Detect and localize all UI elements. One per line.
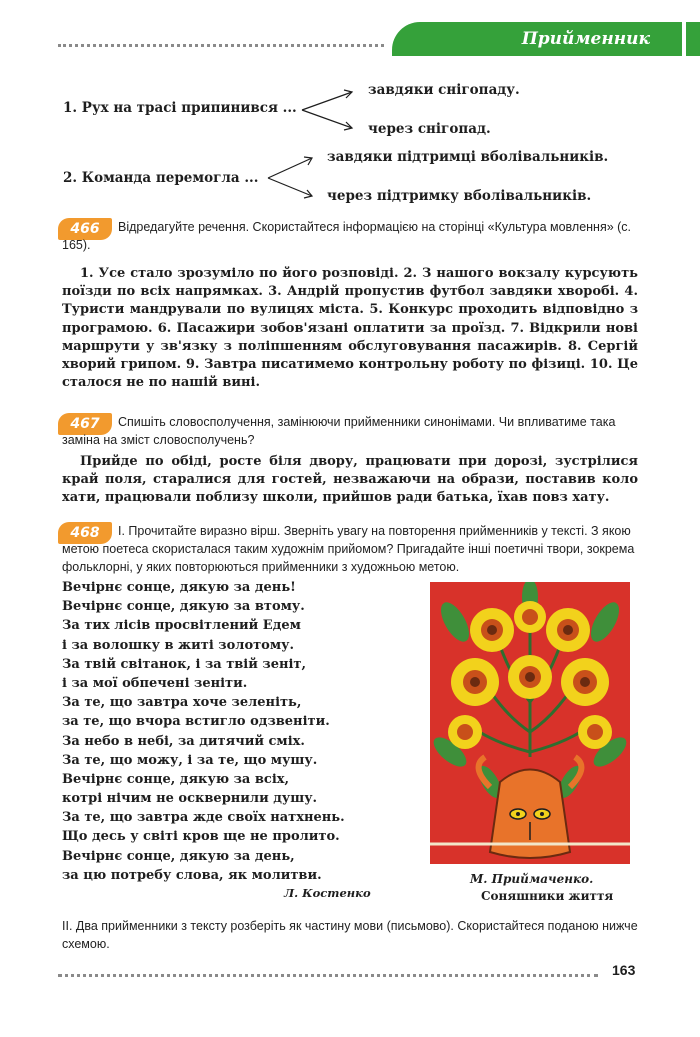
- exercise-468-task-2: ІІ. Два прийменники з тексту розберіть як частину мови (письмово). Скористайтеся поданою нижче схемою.: [62, 919, 638, 951]
- scheme-option-1a: завдяки снігопаду.: [368, 82, 520, 98]
- poem-line: Вечірнє сонце, дякую за всіх,: [62, 771, 290, 787]
- poem-line: За те, що завтра хоче зеленіть,: [62, 695, 302, 711]
- poem-line: котрі нічим не осквернили душу.: [62, 791, 318, 807]
- exercise-467-badge: 467: [58, 413, 112, 435]
- section-tab: Прийменник: [392, 22, 682, 56]
- exercise-466-task: Відредагуйте речення. Скористайтеся інформацією на сторінці «Культура мовлення» (с. 165).: [62, 220, 632, 252]
- poem-line: За те, що завтра жде своїх натхнень.: [62, 810, 345, 826]
- poem-line: Вечірнє сонце, дякую за день!: [62, 580, 296, 595]
- poem-line: за те, що вчора встигло одзвеніти.: [62, 714, 330, 730]
- painting-title: Соняшники життя: [481, 889, 614, 903]
- poem-author: Л. Костенко: [284, 886, 371, 900]
- poem-line: За те, що можу, і за те, що мушу.: [62, 752, 318, 768]
- poem-line: За твій світанок, і за твій зеніт,: [62, 656, 307, 672]
- poem-line: за цю потребу слова, як молитви.: [62, 867, 322, 883]
- scheme-sentence-2: 2. Команда перемогла ...: [63, 170, 259, 186]
- footer-dotted-rule: [58, 974, 598, 977]
- poem-line: Що десь у світі кров ще не пролито.: [62, 829, 340, 845]
- poem-line: і за волошку в житі золотому.: [62, 637, 294, 653]
- exercise-468-badge: 468: [58, 522, 112, 544]
- exercise-466-text: 1. Усе стало зрозуміло по його розповіді. 2. З нашого вокзалу курсують поїзди по всіх напрямках. 3. Андрій пропустив футбол завдяки хворобі. 4. Туристи мандрували по вулицях міста. 5. Конкурс проходить відповідно з програмою. 6. Пасажири зобов'язані оплатити за проїзд. 7. Відкрили нові маршрути у зв'язку з поліпшенням обслуговування пасажирів. 8. Сергій хворий грипом. 9. Завтра писатимемо контрольну роботу по фізиці. 10. Це сталося не по нашій вині.: [62, 266, 638, 391]
- scheme-option-1b: через снігопад.: [368, 121, 491, 137]
- exercise-467-task: Спишіть словосполучення, замінюючи прийменники синонімами. Чи впливатиме така заміна на зміст словосполучень?: [62, 415, 616, 447]
- poem-line: За тих лісів просвітлений Едем: [62, 618, 301, 634]
- scheme-option-2a: завдяки підтримці вболівальників.: [327, 149, 609, 165]
- scheme-option-2b: через підтримку вболівальників.: [327, 188, 592, 204]
- sunflowers-illustration: [430, 582, 630, 864]
- poem-line: Вечірнє сонце, дякую за день,: [62, 848, 295, 864]
- poem-line: За небо в небі, за дитячий сміх.: [62, 733, 305, 749]
- poem-line: і за мої обпечені зеніти.: [62, 675, 248, 691]
- scheme-sentence-1: 1. Рух на трасі припинився ...: [63, 100, 297, 116]
- poem: [62, 578, 392, 885]
- page-number: 163: [612, 962, 636, 978]
- exercise-466-badge: 466: [58, 218, 112, 240]
- painting-author: М. Приймаченко.: [470, 872, 594, 886]
- exercise-467-text: Прийде по обіді, росте біля двору, працювати при дорозі, зустрілися край поля, старалися для гостей, незважаючи на образи, поставив коло хати, працювали поблизу школи, прийшов ради батька, їхав повз хату.: [62, 454, 638, 506]
- sunflowers-painting: [430, 582, 630, 864]
- poem-line: Вечірнє сонце, дякую за втому.: [62, 599, 305, 615]
- exercise-468-task: І. Прочитайте виразно вірш. Зверніть увагу на повторення прийменників у тексті. З якою метою поетеса скористалася таким художнім прийомом? Пригадайте інші поетичні твори, зокрема фольклорні, у яких повторюються прийменники з художньою метою.: [62, 524, 635, 574]
